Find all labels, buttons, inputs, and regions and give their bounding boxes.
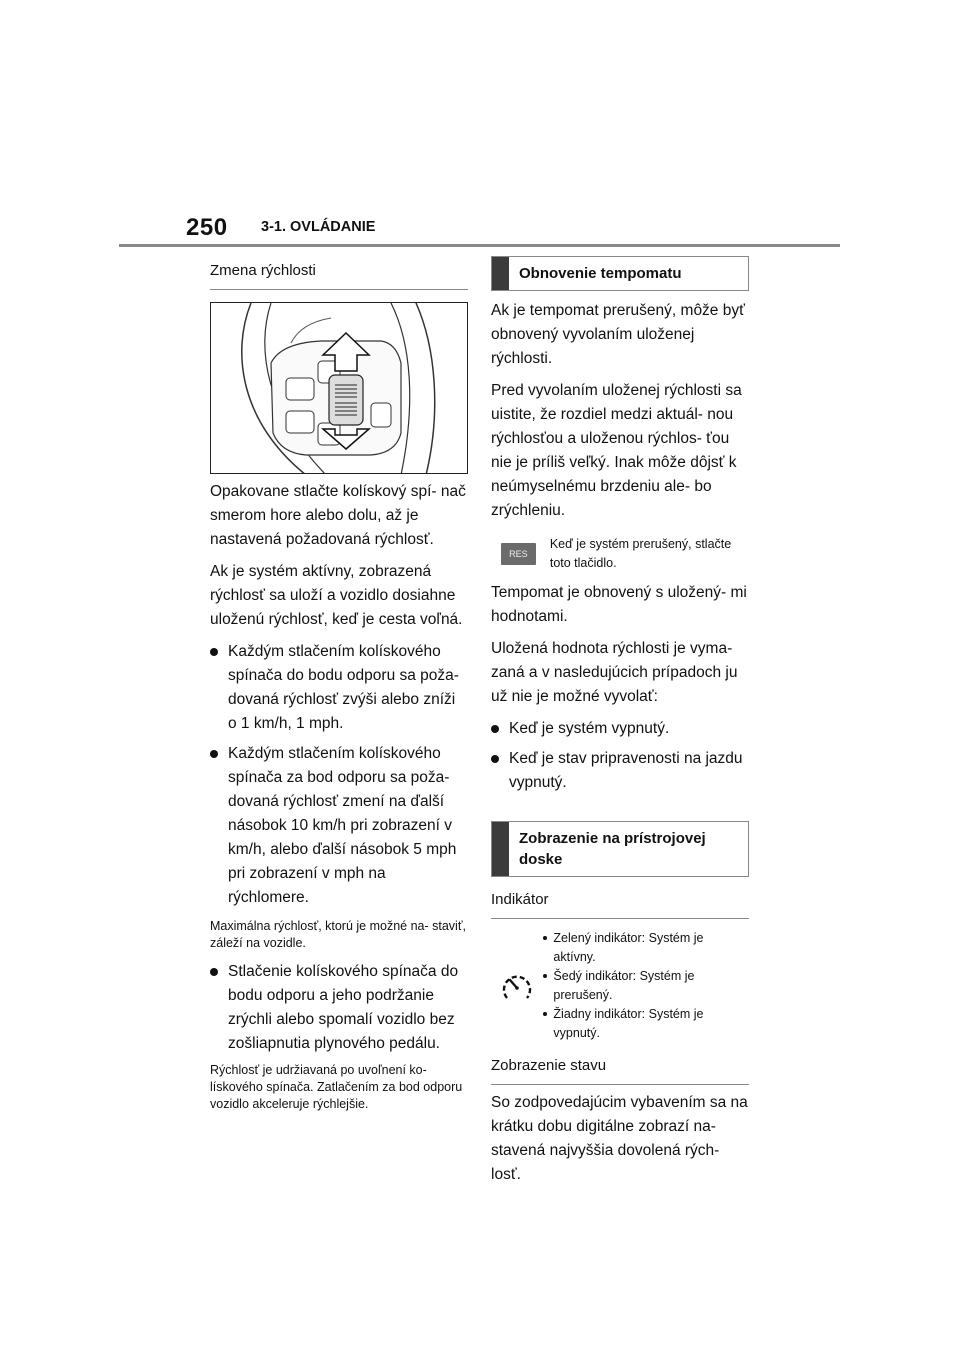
para-resume-1: Ak je tempomat prerušený, môže byť obnovený vyvolaním uloženej rýchlosti. <box>491 302 745 367</box>
speed-bullets-1 <box>210 640 468 910</box>
resume-bullets <box>491 717 749 795</box>
list-item: Zelený indikátor: Systém je aktívny. <box>543 929 749 967</box>
para-speed-change-2: Ak je systém aktívny, zobrazená rýchlosť sa uloží a vozidlo dosiahne uloženú rýchlosť, keď je cesta voľná. <box>210 563 463 628</box>
para-resume-2: Pred vyvolaním uloženej rýchlosti sa uistite, že rozdiel medzi aktuál- nou rýchlosťou a uloženou rýchlos- ťou nie je príliš veľký. Inak môže dôjsť k neúmyselnému brzdeniu ale- bo zrýchleniu. <box>491 382 742 519</box>
page-number: 250 <box>186 214 228 241</box>
note-speed-hold: Rýchlosť je udržiavaná po uvoľnení ko- lískového spínača. Zatlačením za bod odporu vozidlo akceleruje rýchlejšie. <box>210 1063 463 1111</box>
res-button-icon: RES <box>501 543 536 565</box>
right-column <box>491 256 749 1187</box>
speed-bullets-2 <box>210 960 468 1056</box>
list-item: Žiadny indikátor: Systém je vypnutý. <box>543 1005 749 1043</box>
header-divider <box>119 244 840 247</box>
list-item: Keď je stav pripravenosti na jazdu vypnutý. <box>491 747 749 795</box>
list-item: Keď je systém vypnutý. <box>491 717 749 741</box>
list-item: Každým stlačením kolískového spínača do bodu odporu sa poža- dovaná rýchlosť zvýši alebo zníži o 1 km/h, 1 mph. <box>210 640 468 736</box>
section-box-resume <box>491 256 749 291</box>
section-title: 3-1. OVLÁDANIE <box>261 219 376 235</box>
list-item: Šedý indikátor: Systém je prerušený. <box>543 967 749 1005</box>
para-status: So zodpovedajúcim vybavením sa na krátku dobu digitálne zobrazí na- stavená najvyššia dovolená rých- losť. <box>491 1094 748 1183</box>
rocker-switch-illustration <box>211 303 468 474</box>
bullet-icon <box>210 750 218 758</box>
para-resume-4: Uložená hodnota rýchlosti je vyma- zaná a v nasledujúcich prípadoch ju už nie je možné vyvolať: <box>491 640 738 705</box>
subhead-speed-change: Zmena rýchlosti <box>210 256 468 290</box>
subhead-indicator: Indikátor <box>491 885 749 919</box>
list-item: Každým stlačením kolískového spínača za bod odporu sa poža- dovaná rýchlosť zmení na ďalší násobok 10 km/h pri zobrazení v km/h, alebo ďalší násobok 5 mph pri zobrazení v mph na rýchlomere. <box>210 742 468 910</box>
box-title-display: Zobrazenie na prístrojovej doske <box>519 830 706 868</box>
steering-wheel-figure <box>210 302 468 474</box>
speedometer-icon <box>491 929 537 1043</box>
indicator-list <box>543 929 749 1043</box>
bullet-icon <box>210 968 218 976</box>
note-max-speed: Maximálna rýchlosť, ktorú je možné na- staviť, záleží na vozidle. <box>210 919 466 950</box>
section-box-display <box>491 821 749 877</box>
indicator-row <box>491 929 749 1043</box>
left-column <box>210 256 468 1113</box>
box-title-resume: Obnovenie tempomatu <box>519 265 682 282</box>
res-button-row <box>491 535 749 573</box>
bullet-icon <box>491 755 499 763</box>
list-item: Stlačenie kolískového spínača do bodu odporu a jeho podržanie zrýchli alebo spomalí vozidlo bez zošliapnutia plynového pedálu. <box>210 960 468 1056</box>
para-resume-3: Tempomat je obnovený s uložený- mi hodnotami. <box>491 584 747 625</box>
res-button-caption: Keď je systém prerušený, stlačte toto tlačidlo. <box>549 537 732 570</box>
para-speed-change-1: Opakovane stlačte kolískový spí- nač smerom hore alebo dolu, až je nastavená požadovaná rýchlosť. <box>210 483 466 548</box>
bullet-icon <box>210 648 218 656</box>
subhead-status: Zobrazenie stavu <box>491 1051 749 1085</box>
bullet-icon <box>491 725 499 733</box>
